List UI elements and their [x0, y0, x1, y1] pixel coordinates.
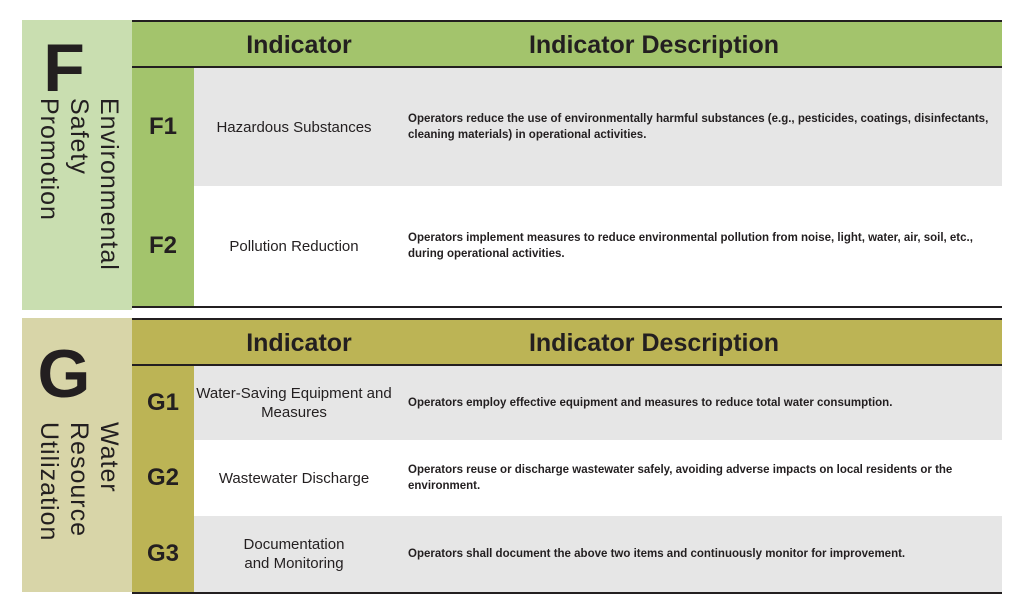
section-f-title-line-3: Promotion: [35, 98, 63, 221]
section-f-letter: F: [43, 30, 85, 106]
row-description: Operators reuse or discharge wastewater safely, avoiding adverse impacts on local residents or the environment.: [408, 464, 953, 492]
row-description: Operators employ effective equipment and measures to reduce total water consumption.: [408, 397, 893, 409]
row-code: F1: [132, 68, 194, 186]
section-g-header-indicator: Indicator: [246, 329, 352, 357]
section-f-sidebar: [22, 20, 132, 310]
section-g-bottom-border: [132, 592, 1002, 594]
row-code: G1: [132, 366, 194, 440]
section-f-header-indicator: Indicator: [246, 31, 352, 59]
row-name: Documentation and Monitoring: [243, 536, 345, 572]
row-name: Pollution Reduction: [229, 237, 359, 255]
section-f-title-line-1: Environmental: [95, 98, 123, 271]
table-row-f2: [132, 186, 1002, 306]
section-f-bottom-border: [132, 306, 1002, 308]
section-g-header-description: Indicator Description: [528, 329, 780, 357]
row-code: G2: [132, 440, 194, 516]
section-f-table: [132, 20, 1002, 310]
section-f-header: [132, 20, 1002, 66]
row-name: Wastewater Discharge: [218, 469, 370, 487]
row-code: F2: [132, 186, 194, 306]
table-row-g2: [132, 440, 1002, 516]
section-g-sidebar: [22, 318, 132, 592]
section-g: [0, 318, 1024, 596]
row-name: Water-Saving Equipment and Measures: [196, 385, 392, 421]
row-code: G3: [132, 516, 194, 592]
table-row-g1: [132, 366, 1002, 440]
row-name: Hazardous Substances: [216, 118, 372, 136]
section-f: [0, 20, 1024, 310]
section-g-title: [34, 422, 124, 582]
row-description: Operators reduce the use of environmentally harmful substances (e.g., pesticides, coatings, disinfectants, cleaning materials) in operational activities.: [408, 113, 989, 141]
section-g-title-line-3: Utilization: [35, 422, 63, 542]
section-f-title: [34, 98, 124, 303]
section-f-title-line-2: Safety: [65, 98, 93, 175]
section-f-header-description: Indicator Description: [528, 31, 780, 59]
table-row-f1: [132, 68, 1002, 186]
row-description: Operators implement measures to reduce environmental pollution from noise, light, water, air, soil, etc., during operational activities.: [408, 232, 973, 260]
row-description: Operators shall document the above two items and continuously monitor for improvement.: [408, 548, 906, 560]
section-g-title-line-2: Resource: [65, 422, 93, 537]
table-row-g3: [132, 516, 1002, 592]
section-g-title-line-1: Water: [95, 422, 123, 493]
section-g-header: [132, 318, 1002, 364]
section-g-letter: G: [37, 336, 91, 412]
section-g-table: [132, 318, 1002, 596]
